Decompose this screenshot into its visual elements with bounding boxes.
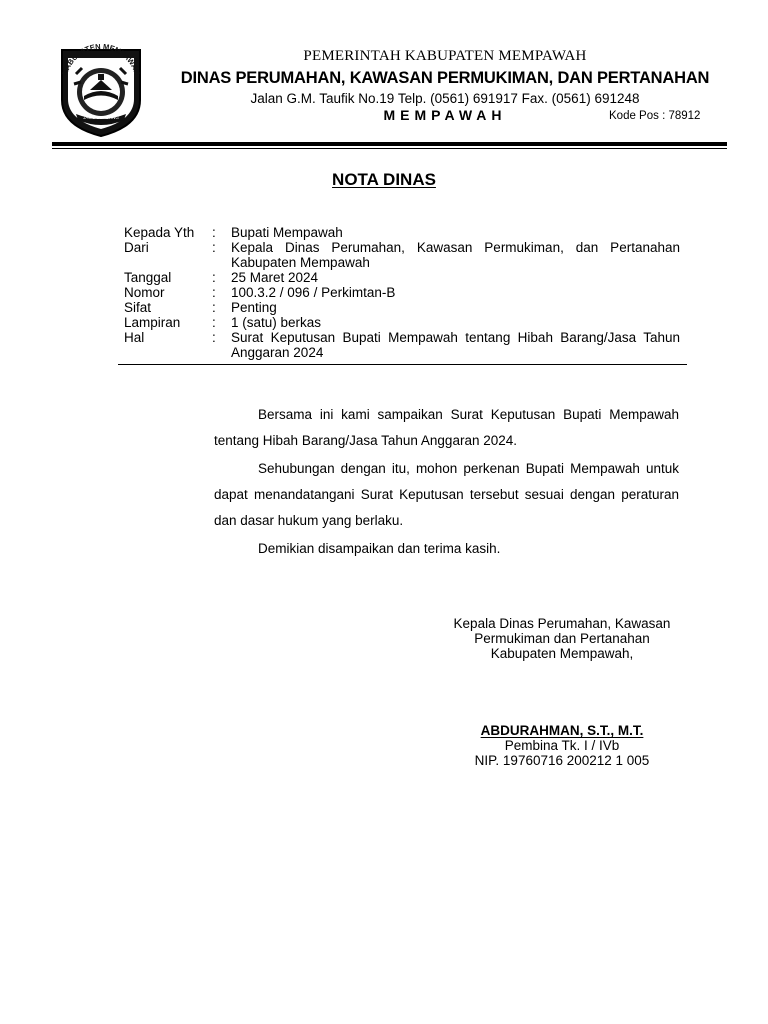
office-address: Jalan G.M. Taufik No.19 Telp. (0561) 691917 Fax. (0561) 691248 [250,91,640,106]
field-value: 25 Maret 2024 [231,270,319,285]
field-value: Bupati Mempawah [231,225,343,240]
field-colon: : [212,240,216,255]
field-label: Sifat [124,300,152,315]
memo-header-fields [124,225,680,360]
office-city: MEMPAWAH [383,107,507,123]
field-label: Kepada Yth [124,225,195,240]
signatory-title-line: Kepala Dinas Perumahan, Kawasan [453,616,671,631]
signatory-nip: NIP. 19760716 200212 1 005 [474,753,650,768]
field-row-subject [124,330,680,360]
field-label: Hal [124,330,145,345]
memo-body [214,402,679,564]
signatory-title [414,616,710,661]
body-paragraph-3: Demikian disampaikan dan terima kasih. [258,541,501,556]
field-row-recipient [124,225,680,240]
header-divider [118,364,687,365]
signatory-title-line: Kabupaten Mempawah, [490,646,634,661]
letterhead-divider-thin [52,148,727,149]
kabupaten-mempawah-logo [54,44,148,138]
body-paragraph-2: Sehubungan dengan itu, mohon perkenan Bupati Mempawah untuk dapat menandatangani Surat Keputusan tersebut sesuai dengan peraturan dan dasar hukum yang berlaku. [214,461,679,528]
field-value: 100.3.2 / 096 / Perkimtan-B [231,285,396,300]
field-colon: : [212,285,216,300]
government-name: PEMERINTAH KABUPATEN MEMPAWAH [303,48,587,64]
field-label: Nomor [124,285,165,300]
signatory-rank: Pembina Tk. I / IVb [504,738,620,753]
field-colon: : [212,330,216,345]
field-row-attachment [124,315,680,330]
field-colon: : [212,300,216,315]
body-paragraph-1: Bersama ini kami sampaikan Surat Keputusan Bupati Mempawah tentang Hibah Barang/Jasa Tahun Anggaran 2024. [214,407,679,448]
logo-text: KABUPATEN MEMPAWAH [60,44,142,77]
postal-code: Kode Pos : 78912 [609,110,701,122]
document-title: NOTA DINAS [332,170,436,189]
logo-motto: JAGO BENDANG [83,115,119,120]
field-colon: : [212,315,216,330]
signatory-title-line: Permukiman dan Pertanahan [474,631,650,646]
field-row-sender [124,240,680,270]
field-value: Kepala Dinas Perumahan, Kawasan Permukiman, dan Pertanahan Kabupaten Mempawah [231,240,680,270]
field-value: Surat Keputusan Bupati Mempawah tentang Hibah Barang/Jasa Tahun Anggaran 2024 [231,330,680,360]
field-row-number [124,285,680,300]
field-row-nature [124,300,680,315]
field-label: Lampiran [124,315,181,330]
field-value: 1 (satu) berkas [231,315,322,330]
field-row-date [124,270,680,285]
letterhead-divider-thick [52,142,727,146]
field-value: Penting [231,300,277,315]
field-colon: : [212,225,216,240]
field-colon: : [212,270,216,285]
signatory-name: ABDURAHMAN, S.T., M.T. [480,723,644,738]
field-label: Dari [124,240,149,255]
field-label: Tanggal [124,270,172,285]
department-name: DINAS PERUMAHAN, KAWASAN PERMUKIMAN, DAN PERTANAHAN [180,69,710,87]
